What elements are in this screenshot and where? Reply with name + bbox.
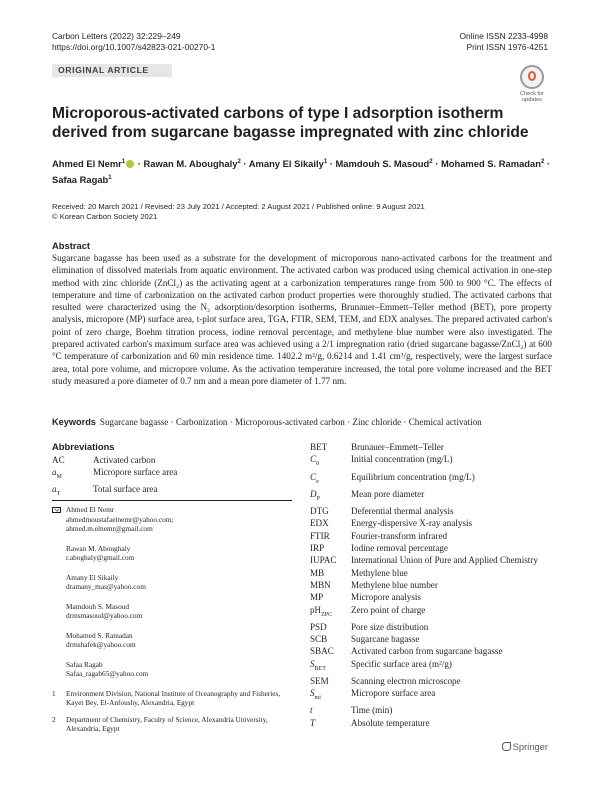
abbreviation-definition: Brunauer–Emmett–Teller (351, 442, 444, 452)
contact-name: Amany El Sikaily (66, 572, 119, 582)
contact-entry (66, 573, 297, 592)
author-affiliation-mark: 2 (237, 159, 241, 165)
article-title: Microporous-activated carbons of type I adsorption isotherm derived from sugarcane bagasse impregnated with zinc chloride (52, 105, 529, 141)
abbreviation-definition: International Union of Pure and Applied Chemistry (351, 555, 538, 566)
springer-horse-icon (502, 742, 511, 751)
contact-entry (66, 544, 297, 563)
affiliation-text: Environment Division, National Institute of Oceanography and Fisheries, Kayet Bey, El-Anfoushy, Alexandria, Egypt (66, 688, 281, 707)
abbreviation-row (310, 604, 560, 621)
abbreviation-row (310, 591, 560, 603)
contact-email[interactable]: dramany_mas@yahoo.com (66, 582, 146, 591)
contact-name: Mohamed S. Ramadan (66, 630, 133, 640)
abbreviation-definition: Sugarcane bagasse (351, 634, 420, 645)
envelope-icon (52, 507, 61, 513)
journal-citation: Carbon Letters (2022) 32:229–249 (52, 31, 181, 41)
abbreviation-row (310, 505, 560, 517)
article-type-band (52, 64, 172, 77)
abbreviation-row (310, 687, 560, 704)
abbreviation-key: SEM (310, 675, 329, 686)
dates-line: Received: 20 March 2021 / Revised: 23 July 2021 / Accepted: 2 August 2021 / Published online: 9 August 2021 (52, 202, 425, 211)
author-affiliation-mark: 1 (121, 159, 126, 165)
contact-email[interactable]: drmshafek@yahoo.com (66, 640, 136, 649)
abbreviation-row (310, 488, 560, 505)
abbreviation-key: BET (310, 442, 328, 452)
publisher-name: Springer (512, 741, 548, 752)
abbreviation-definition: Deferential thermal analysis (351, 505, 454, 516)
author-list: Ahmed El Nemr$^1$ · Rawan M. Aboughaly$^2$ · Amany El Sikaily$^1$ · Mamdouh S. Masoud$^2$ · Mohamed S. Ramadan$^2$ · Safaa Ragab$^1$ (52, 158, 551, 186)
abbreviation-definition: Absolute temperature (351, 717, 430, 728)
abbreviation-row (310, 517, 560, 529)
abbreviation-key: $C_e$ (310, 471, 319, 485)
abbreviation-definition: Methylene blue (351, 567, 408, 578)
abbreviation-row (52, 483, 177, 500)
abbreviation-key: IUPAC (310, 555, 337, 566)
contact-entry (66, 505, 297, 534)
contact-email[interactable]: drmsmasoud@yahoo.com (66, 611, 143, 620)
affiliation (52, 689, 297, 708)
abbreviation-row (310, 441, 560, 453)
abbreviation-definition: Initial concentration (mg/L) (351, 454, 453, 465)
footnote-divider (52, 500, 292, 501)
abbreviations-left-table (52, 454, 177, 500)
abbreviation-row (310, 579, 560, 591)
issn-online: Online ISSN 2233-4998 (459, 31, 548, 41)
contact-email[interactable]: ahmed.m.elnemr@gmail.com (66, 524, 153, 533)
abbreviation-key: $S_{BET}$ (310, 658, 326, 672)
author-name[interactable]: Amany El Sikaily (248, 158, 324, 170)
author-name[interactable]: Rawan M. Aboughaly (143, 158, 238, 170)
contact-email[interactable]: r.aboghaly@gmail.com (66, 553, 135, 562)
publisher-logo (502, 741, 548, 752)
author-name[interactable]: Mohamed S. Ramadan (440, 158, 541, 170)
contact-name: Mamdouh S. Masoud (66, 601, 130, 611)
abbreviation-row (310, 633, 560, 645)
abbreviation-definition: Pore size distribution (351, 621, 429, 632)
abbreviation-row (52, 466, 177, 483)
abbreviation-definition: Activated carbon from sugarcane bagasse (351, 646, 503, 657)
abbreviation-key: SBAC (310, 646, 334, 657)
abbreviation-key: $a_M$ (52, 467, 62, 480)
abbreviation-row (310, 645, 560, 657)
abbreviation-key: MP (310, 592, 324, 603)
author-affiliation-mark: 1 (323, 159, 328, 165)
contact-entry (66, 602, 297, 621)
contact-email[interactable]: ahmedmoustafaelnemr@yahoo.com; (66, 514, 174, 524)
author-name[interactable]: Safaa Ragab (52, 174, 109, 186)
author-name[interactable]: Ahmed El Nemr (52, 158, 122, 170)
abbreviation-key: $pH_{ZPC}$ (310, 604, 333, 618)
abbreviation-key: $C_0$ (310, 454, 320, 468)
abbreviation-key: $a_T$ (52, 483, 61, 497)
abbreviation-row (310, 471, 560, 488)
contact-entry (66, 660, 297, 679)
abbreviation-definition: Equilibrium concentration (mg/L) (351, 471, 475, 482)
abbreviation-definition: Scanning electron microscope (351, 675, 461, 686)
contact-email[interactable]: Safaa_ragab65@yahoo.com (66, 669, 149, 678)
check-updates-icon (520, 65, 544, 89)
abbreviation-key: AC (52, 455, 65, 465)
affiliation-number: 1 (52, 688, 56, 698)
check-updates-line2: updates (522, 97, 542, 103)
abbreviation-definition: Specific surface area (m²/g) (351, 658, 452, 669)
abbreviation-key: t (310, 705, 313, 716)
author-affiliation-mark: 2 (429, 159, 433, 165)
abbreviation-key: PSD (310, 621, 327, 632)
abbreviation-key: $S_{mi}$ (310, 688, 321, 702)
abbreviation-row (310, 621, 560, 633)
abbreviation-row (310, 675, 560, 687)
abbreviations-heading: Abbreviations (52, 441, 115, 452)
abbreviation-definition: Total surface area (93, 483, 158, 494)
abbreviation-definition: Micropore surface area (351, 688, 436, 699)
abbreviation-definition: Fourier-transform infrared (351, 530, 448, 541)
abbreviation-row (310, 554, 560, 566)
check-for-updates-badge[interactable] (516, 65, 548, 103)
author-name[interactable]: Mamdouh S. Masoud (335, 158, 430, 170)
abbreviation-definition: Activated carbon (93, 455, 156, 465)
abbreviation-row (310, 567, 560, 579)
abbreviation-row (310, 530, 560, 542)
article-type: ORIGINAL ARTICLE (58, 65, 149, 75)
abbreviation-key: FTIR (310, 530, 330, 541)
orcid-icon[interactable] (126, 160, 134, 168)
abbreviation-definition: Time (min) (351, 705, 393, 716)
abbreviation-definition: Energy-dispersive X-ray analysis (351, 518, 473, 529)
author-affiliation-mark: 2 (540, 159, 545, 165)
contact-name: Safaa Ragab (66, 659, 103, 669)
check-updates-line1: Check for (520, 91, 544, 97)
abbreviation-key: DTG (310, 505, 329, 516)
abbreviation-definition: Micropore surface area (93, 467, 178, 477)
doi-link[interactable]: https://doi.org/10.1007/s42823-021-00270-1 (52, 42, 216, 52)
abbreviation-definition: Iodine removal percentage (351, 542, 448, 553)
issn-print: Print ISSN 1976-4251 (466, 42, 548, 52)
contacts-block (52, 505, 297, 741)
abbreviation-key: SCB (310, 634, 328, 645)
keywords (52, 416, 552, 428)
affiliation-number: 2 (52, 714, 56, 724)
abbreviation-key: MB (310, 567, 325, 578)
abbreviation-row (52, 454, 177, 466)
contact-name: Rawan M. Aboughaly (66, 543, 131, 553)
abstract-heading: Abstract (52, 240, 91, 251)
abbreviation-key: IRP (310, 542, 325, 553)
abbreviation-row (310, 704, 560, 716)
abbreviation-row (310, 658, 560, 675)
contact-entry (66, 631, 297, 650)
abbreviation-key: T (310, 717, 316, 728)
abbreviation-key: EDX (310, 518, 329, 529)
author-affiliation-mark: 1 (108, 175, 112, 182)
affiliation (52, 715, 297, 734)
contact-name: Ahmed El Nemr (66, 505, 115, 514)
copyright: © Korean Carbon Society 2021 (52, 212, 158, 221)
abbreviation-definition: Methylene blue number (351, 579, 438, 590)
abbreviation-row (310, 542, 560, 554)
affiliation-text: Department of Chemistry, Faculty of Science, Alexandria University, Alexandria, Egypt (66, 714, 268, 733)
abbreviation-key: MBN (310, 579, 331, 590)
abbreviations-right-table (310, 441, 560, 729)
abbreviation-definition: Micropore analysis (351, 592, 421, 603)
keywords-label: Keywords (52, 417, 96, 427)
abbreviation-row (310, 717, 560, 729)
abbreviation-definition: Zero point of charge (351, 604, 426, 615)
keywords-list: Sugarcane bagasse · Carbonization · Microporous-activated carbon · Zinc chloride · Chemical activation (99, 417, 482, 427)
abstract-body: Sugarcane bagasse has been used as a substrate for the development of microporous nano-activated carbons for the treatment and elimination of dissolved materials from aquatic environment. The activated carbon was produced using chemical activation in one-step method with zinc chloride (ZnCl₂) as the activating agent at a carbonization temperatures range from 500 to 900 °C. The effects of temperature and time of carbonization on the activated carbon product properties were thoroughly studied. The activated carbons that resulted were characterized using the N₂ adsorption/desorption isotherms, Brunauer–Emmett–Teller method (BET), pore property analysis, micropore (MP) surface area, t-plot surface area, TGA, FTIR, SEM, TEM, and EDX analyses. The prepared activated carbon's point of zero charge, Boehm titration process, iodine removal percentage, and methylene blue number were also investigated. The prepared activated carbon's maximum surface area was achieved using a 2/1 impregnation ratio (dried sugarcane bagasse/ZnCl₂) at 600 °C temperature of carbonization and 60 min residence time. 1402.2 m²/g, 0.6214 and 1.41 cm³/g, respectively, were the largest surface area, total pore volume, and micropore volume. As the activation temperature increased, the total pore volume increased and the BET study measured a pore diameter of 0.7 nm and a mean pore diameter of 1.77 nm. (52, 253, 552, 386)
abbreviation-definition: Mean pore diameter (351, 488, 425, 499)
abbreviation-row (310, 453, 560, 470)
abbreviation-key: $D_P$ (310, 488, 320, 502)
